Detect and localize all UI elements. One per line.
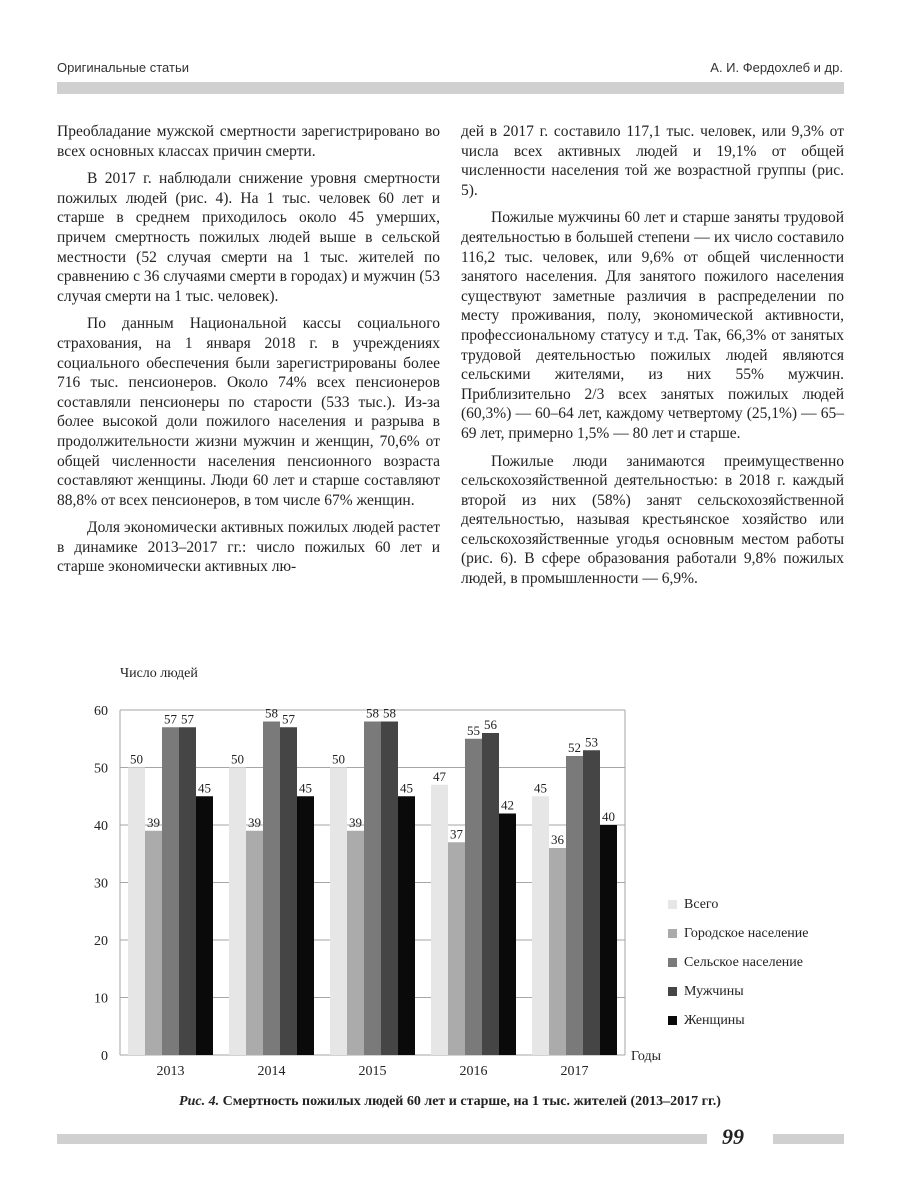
y-tick-label: 0 (101, 1049, 108, 1064)
figure-label: Рис. 4. (179, 1094, 220, 1109)
running-header-section: Оригинальные статьи (57, 60, 189, 75)
data-label: 56 (484, 717, 497, 732)
data-label: 42 (501, 797, 514, 813)
bar (583, 750, 600, 1055)
legend-label: Мужчины (684, 983, 744, 999)
legend-swatch (668, 1016, 677, 1025)
bar (280, 727, 297, 1055)
y-tick-label: 20 (94, 934, 108, 949)
bar (162, 727, 179, 1055)
data-label: 58 (366, 705, 379, 721)
bar (330, 768, 347, 1056)
x-tick-label: 2013 (156, 1064, 185, 1075)
footer-bar-right (773, 1134, 844, 1144)
data-label: 45 (400, 780, 413, 796)
paragraph: Пожилые люди занимаются преимущественно сельскохозяйственной деятельностью: в 2018 г. каждый второй из них (58%) занят сельскохозяйственной деятельностью, называя крестьянское хозяйство или сельскохозяйственные угодья основным местом работы (рис. 6). В сфере образования работали 9,8% пожилых людей, в промышленности — 6,9%. (461, 452, 844, 588)
paragraph: Доля экономически активных пожилых людей растет в динамике 2013–2017 гг.: число пожилых 60 лет и старше экономически активных лю- (57, 519, 440, 576)
legend-item (668, 1006, 808, 1035)
data-label: 52 (568, 740, 581, 755)
x-tick-label: 2015 (358, 1064, 387, 1075)
y-tick-label: 40 (94, 819, 108, 834)
data-label: 45 (198, 780, 211, 796)
data-label: 53 (585, 734, 598, 750)
y-tick-label: 60 (94, 704, 108, 719)
footer-bar-left (57, 1134, 707, 1144)
legend-item (668, 890, 808, 919)
data-label: 39 (349, 814, 362, 830)
paragraph: Пожилые мужчины 60 лет и старше заняты трудовой деятельностью в большей степени — их число составило 116,2 тыс. человек, или 9,6% от общей численности занятого населения. Для занятого пожилого населения существуют заметные различия в распределении по месту проживания, полу, экономической активности, профессиональному статусу и т.д. Так, 66,3% от занятых трудовой деятельностью пожилых людей являются сельскими жителями, из них 55% мужчин. Приблизительно 2/3 всех занятых пожилых людей (60,3%) — 60–64 лет, каждому четвертому (25,1%) — 65–69 лет, примерно 1,5% — 80 лет и старше. (461, 209, 844, 442)
data-label: 50 (130, 751, 143, 767)
data-label: 40 (602, 809, 615, 824)
data-label: 55 (467, 722, 480, 738)
bar (482, 733, 499, 1055)
header-divider-bar (57, 82, 844, 94)
bar (448, 842, 465, 1055)
bar (600, 825, 617, 1055)
data-label: 58 (265, 705, 278, 721)
bar (431, 785, 448, 1055)
data-label: 45 (299, 780, 312, 796)
x-tick-label: 2016 (459, 1064, 488, 1075)
data-label: 39 (147, 814, 160, 830)
bar (347, 831, 364, 1055)
text-column-right (461, 122, 844, 589)
legend-swatch (668, 900, 677, 909)
y-axis-title: Число людей (120, 666, 198, 681)
running-header-authors: А. И. Фердохлеб и др. (710, 60, 843, 75)
legend-item (668, 919, 808, 948)
bar (532, 796, 549, 1055)
bar (246, 831, 263, 1055)
figure-title: Смертность пожилых людей 60 лет и старше, на 1 тыс. жителей (2013–2017 гг.) (222, 1094, 721, 1109)
data-label: 45 (534, 780, 547, 796)
paragraph: В 2017 г. наблюдали снижение уровня смертности пожилых людей (рис. 4). На 1 тыс. человек 60 лет и старше в среднем приходилось около 45 умерших, причем смертность пожилых людей выше в сельской местности (52 случая смерти на 1 тыс. жителей по сравнению с 36 случаями смерти в городах) и мужчин (53 случая смерти на 1 тыс. человек). (57, 170, 440, 305)
text-column-left (57, 122, 440, 577)
bar (364, 722, 381, 1056)
bar (465, 739, 482, 1055)
data-label: 50 (332, 751, 345, 767)
bar (499, 814, 516, 1056)
legend-label: Городское население (684, 925, 809, 941)
bar (145, 831, 162, 1055)
bar (263, 722, 280, 1056)
data-label: 58 (383, 705, 396, 721)
chart-legend (668, 890, 808, 1035)
bar (196, 796, 213, 1055)
legend-swatch (668, 958, 677, 967)
legend-label: Сельское население (684, 954, 803, 970)
legend-swatch (668, 929, 677, 938)
data-label: 57 (181, 711, 194, 727)
bar (229, 768, 246, 1056)
legend-label: Женщины (684, 1012, 745, 1028)
legend-swatch (668, 987, 677, 996)
paragraph: По данным Национальной кассы социального страхования, на 1 января 2018 г. в учреждениях социального обеспечения были зарегистрированы более 716 тыс. пенсионеров. Около 74% всех пенсионеров составляли пенсионеры по старости (533 тыс.). Из-за более высокой доли пожилого населения и разрыва в продолжительности жизни мужчин и женщин, 70,6% от общей численности населения пенсионного возраста составляют женщины. Люди 60 лет и старше составляют 88,8% от всех пенсионеров, в том числе 67% женщин. (57, 315, 440, 509)
legend-item (668, 977, 808, 1006)
bar (297, 796, 314, 1055)
x-axis-title: Годы (631, 1049, 661, 1064)
bar (549, 848, 566, 1055)
bar (179, 727, 196, 1055)
bar (128, 768, 145, 1056)
bar (398, 796, 415, 1055)
data-label: 37 (450, 826, 463, 842)
data-label: 47 (433, 768, 446, 784)
data-label: 39 (248, 814, 261, 830)
y-tick-label: 50 (94, 761, 108, 777)
x-tick-label: 2014 (257, 1064, 286, 1075)
bar (381, 722, 398, 1056)
x-tick-label: 2017 (560, 1064, 589, 1075)
data-label: 36 (551, 832, 564, 847)
page-number: 99 (722, 1124, 744, 1149)
legend-label: Всего (684, 896, 719, 912)
y-tick-label: 10 (94, 991, 108, 1007)
legend-item (668, 948, 808, 977)
y-tick-label: 30 (94, 876, 108, 892)
bar (566, 756, 583, 1055)
figure-caption (0, 1094, 900, 1110)
data-label: 57 (282, 711, 295, 727)
data-label: 57 (164, 711, 177, 727)
data-label: 50 (231, 751, 244, 767)
paragraph: Преобладание мужской смертности зарегистрировано во всех основных классах причин смерти. (57, 123, 440, 160)
paragraph: дей в 2017 г. составило 117,1 тыс. человек, или 9,3% от числа всех активных людей и 19,1% от общей численности населения той же возрастной группы (рис. 5). (461, 123, 844, 199)
